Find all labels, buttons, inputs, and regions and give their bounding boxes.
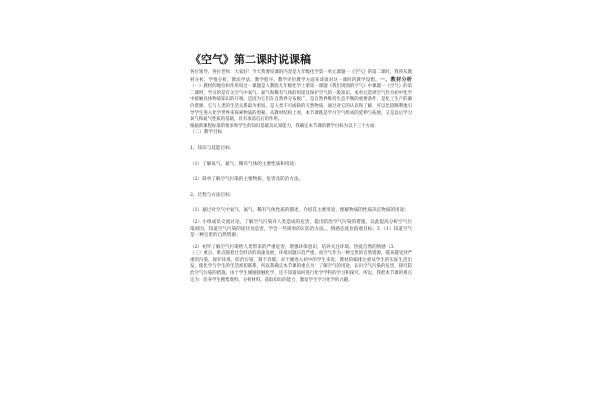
goal1-item: （1）了解氧气、氮气、稀有气体的主要性质和用途； [190,161,299,167]
document-title: 《空气》第二课时说课稿 [190,53,311,66]
goal2-item: （2）小组成员交流讨论，了解空气污染对人类造成的危害，提出防治空气污染的措施，以此提高分析空气污染原因，知道空气污染的途径及危害，学会一些简单的3 防治方法。、情感态度价值观目标：3 （1）知道空气是一种宝贵的自然资源； [190,219,412,239]
intro-text: 各位领导、各位老师：大家好！今天我要说课的内容是九年级化学第一单元课题一《空气》的第二课时，我将从教材分析、学情分析、教法学法、教学程序、教学评价教学方面来谈谈对这一课时的教学设想。 [190,70,412,83]
goal1-heading: 1、知识与技能目标： [190,145,235,151]
goal1-item: （2）简单了解空气污染的主要物质、危害及防治方法。 [190,177,304,183]
intro-text-continued: （一）教材的地位和作用说这一课题是人教版九年级化学上册第一课题《我们周围的空气》中课题一《空气》的第二课时，学习的是有关空气中氧气、氮气和稀有气体的用途及保护空气的一般知识。本单元选择空气作为初中化学中接触具体物质知识的开端，是因为它们在自然界分布极广，是自然界维持生态平衡的重要条件，是化工生产的廉价资源，它与人类的生活关系最为密切。是人类不可或缺的天然物质，通过对它的认识和了解，可以比较顺利地引导学生进入化学世界来探索物质的奥秘。从教材结构上看，本节课既是学习空气组成的延伸与拓展，又是以后学习氧气和氮气性质的基础，具有承前启后的作用。 [190,84,412,123]
intro-paragraph [190,70,412,124]
document-body [190,54,412,284]
goals-heading: （二）教学目标 [190,130,223,136]
goal2-item: （1）通过对空气中氧气、氮气、稀有气体性质的描述，介绍其主要用途，理解物质的性质决定物质的用途； [190,208,409,214]
goal2-heading: 2、过程与方法目标： [190,192,235,198]
goal2-item: （2）初步了解空气污染给人类带来的严重危害，增强环保意识，培养关注环境、热爱自然的情感（3． [190,244,398,250]
basis-paragraph: 根据新课程标准的要求和学生的知识基础及认知能力，我确定本节课的教学目标为以下三个方面： [190,123,379,129]
key-points-paragraph: （三）重点、难点随着社会经济的高速发展，环境问题日趋严重，而空气作为一种宝贵的自然资源，越来越受到严重的污染，保护环境，防治污染，刻不容缓。对于刚进入初中的学生来说，教材的编排注重从学生的实际生活出发，使化学与学生的生活密切联系，所以我确定本节课的重点为：了解空气的用途，认识空气污染的危害，探究防治空气污染的措施。由于学生刚刚接触化学，还不知道如何进行化学学科的学习和探究，所以，我把本节课的难点定为：培养学生搜集资料、分析材料、获取知识的能力，激发学生学习化学的兴趣。 [190,251,412,283]
section-heading-materials: 一、教材分析 [379,76,412,83]
